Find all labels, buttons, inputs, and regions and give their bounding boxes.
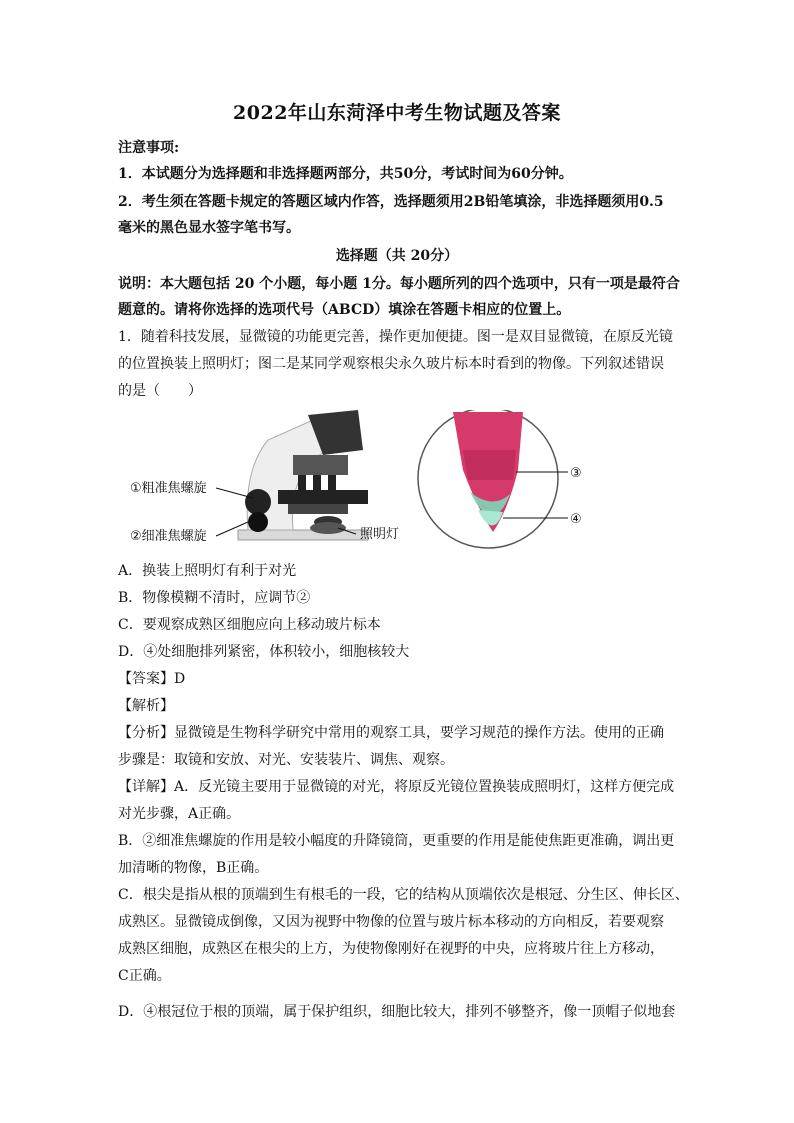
mark-3: ③ [570, 466, 582, 481]
analysis-line: 对光步骤，A正确。 [118, 806, 241, 822]
notice-item-2b: 毫米的黑色显水签字笔书写。 [118, 220, 300, 236]
section-desc-a: 说明：本大题包括 20 个小题，每小题 1分。每小题所列的四个选项中，只有一项是最符合 [118, 276, 680, 292]
option-c: C．要观察成熟区细胞应向上移动玻片标本 [118, 617, 381, 633]
analysis-heading: 【解析】 [118, 698, 174, 714]
root-tip-view [418, 410, 558, 548]
analysis-line: C．根尖是指从根的顶端到生有根毛的一段，它的结构从顶端依次是根冠、分生区、伸长区、 [118, 887, 689, 903]
label-coarse-focus: ①粗准焦螺旋 [130, 481, 207, 496]
option-b: B．物像模糊不清时，应调节② [118, 590, 311, 606]
notice-item-1: 1．本试题分为选择题和非选择题两部分，共50分，考试时间为60分钟。 [118, 166, 573, 182]
analysis-line: 【详解】A．反光镜主要用于显微镜的对光，将原反光镜位置换装成照明灯，这样方便完成 [118, 779, 675, 795]
analysis-line: 成熟区。显微镜成倒像，又因为视野中物像的位置与玻片标本移动的方向相反，若要观察 [118, 914, 664, 930]
analysis-line: C正确。 [118, 968, 171, 984]
section-desc-b: 题意的。请将你选择的选项代号（ABCD）填涂在答题卡相应的位置上。 [118, 302, 571, 318]
option-a: A．换装上照明灯有利于对光 [118, 563, 297, 579]
analysis-line: D．④根冠位于根的顶端，属于保护组织，细胞比较大，排列不够整齐，像一顶帽子似地套 [118, 1004, 676, 1020]
mark-4: ④ [570, 512, 582, 527]
question-stem-b: 的位置换装上照明灯；图二是某同学观察根尖永久玻片标本时看到的物像。下列叙述错误 [118, 356, 664, 372]
option-d: D．④处细胞排列紧密，体积较小，细胞核较大 [118, 644, 410, 660]
answer: 【答案】D [118, 671, 186, 687]
microscope-illustration [238, 410, 368, 540]
analysis-line: 成熟区细胞，成熟区在根尖的上方，为使物像刚好在视野的中央，应将玻片往上方移动， [118, 941, 664, 957]
figure-svg [118, 410, 678, 550]
section-title: 选择题（共 20分） [335, 248, 459, 264]
question-stem-a: 1．随着科技发展，显微镜的功能更完善，操作更加便捷。图一是双目显微镜，在原反光镜 [118, 329, 673, 345]
analysis-line: 【分析】显微镜是生物科学研究中常用的观察工具，要学习规范的操作方法。使用的正确 [118, 725, 664, 741]
question-figure [118, 410, 678, 550]
analysis-line: 加清晰的物像，B正确。 [118, 860, 269, 876]
notice-heading: 注意事项: [118, 140, 180, 156]
question-stem-c: 的是（ ） [118, 383, 202, 399]
label-lamp: 照明灯 [360, 527, 400, 542]
page-title: 2022年山东菏泽中考生物试题及答案 [233, 102, 561, 124]
notice-item-2a: 2．考生须在答题卡规定的答题区域内作答，选择题须用2B铅笔填涂，非选择题须用0.5 [118, 194, 664, 210]
analysis-line: B．②细准焦螺旋的作用是较小幅度的升降镜筒，更重要的作用是能使焦距更准确，调出更 [118, 833, 675, 849]
leader-line-coarse [216, 488, 253, 498]
analysis-line: 步骤是：取镜和安放、对光、安装装片、调焦、观察。 [118, 752, 454, 768]
label-fine-focus: ②细准焦螺旋 [130, 529, 207, 544]
